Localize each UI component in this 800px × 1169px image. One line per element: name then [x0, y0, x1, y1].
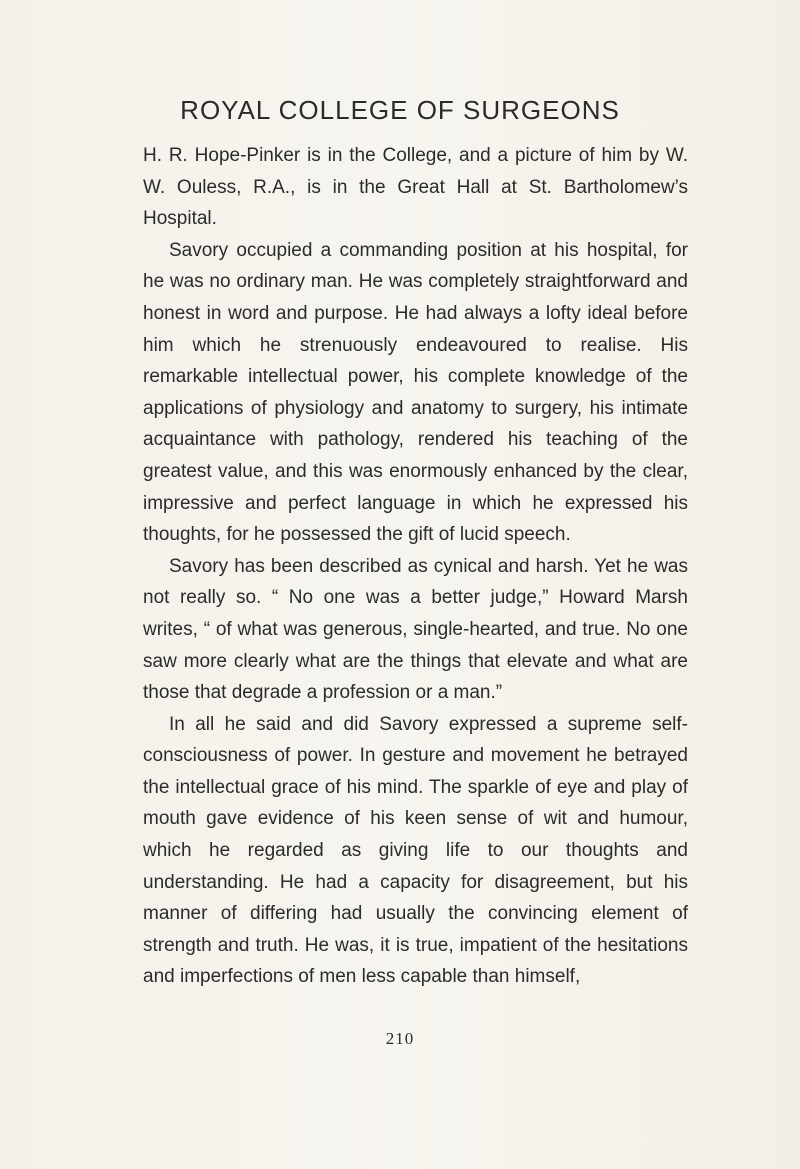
paragraph-savory-position: Savory occupied a commanding position at his hospital, for he was no ordinary man. He was completely straightforward and honest in word and purpose. He had always a lofty ideal before him which he strenuously endeavoured to realise. His remarkable intellectual power, his complete knowledge of the applications of physiology and anatomy to surgery, his intimate acquaintance with pathology, rendered his teaching of the greatest value, and this was enormously enhanced by the clear, impressive and perfect language in which he expressed his thoughts, for he possessed the gift of lucid speech.	[143, 239, 688, 546]
paragraph-savory-character: Savory has been described as cynical and harsh. Yet he was not really so. “ No one was a better judge,” Howard Marsh writes, “ of what was generous, single-hearted, and true. No one saw more clearly what are the things that elevate and what are those that degrade a profession or a man.”	[143, 555, 688, 704]
paragraph-savory-power: In all he said and did Savory expressed a supreme self-consciousness of power. In gesture and movement he betrayed the intellectual grace of his mind. The sparkle of eye and play of mouth gave evidence of his keen sense of wit and humour, which he regarded as giving life to our thoughts and understanding. He had a capacity for disagreement, but his manner of differing had usually the convincing element of strength and truth. He was, it is true, impatient of the hesitations and imperfections of men less capable than himself,	[143, 713, 688, 988]
paragraph-hope-pinker: H. R. Hope-Pinker is in the College, and a picture of him by W. W. Ouless, R.A., is in the Great Hall at St. Bartholomew’s Hospital.	[143, 145, 688, 230]
page-number: 210	[385, 1029, 415, 1048]
body-text	[143, 140, 688, 993]
running-header: ROYAL COLLEGE OF SURGEONS	[180, 95, 620, 125]
